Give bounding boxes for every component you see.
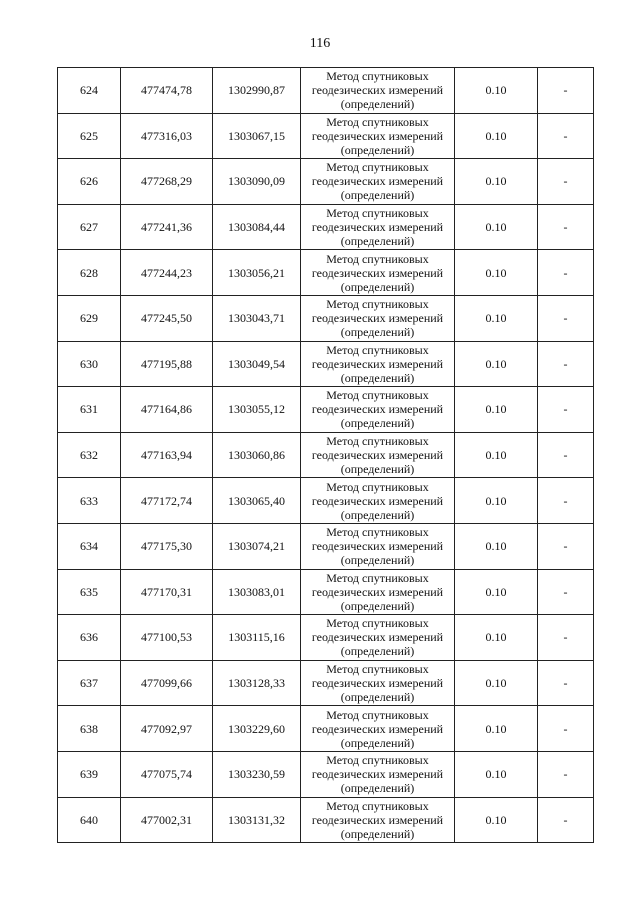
- coordinate-x-cell: 477100,53: [121, 615, 213, 661]
- note-cell: -: [538, 159, 594, 205]
- accuracy-cell: 0.10: [455, 432, 538, 478]
- method-cell: Метод спутниковых геодезических измерений (определений): [301, 204, 455, 250]
- method-cell: Метод спутниковых геодезических измерений (определений): [301, 751, 455, 797]
- note-cell: -: [538, 478, 594, 524]
- coordinate-y-cell: 1303090,09: [213, 159, 301, 205]
- method-cell: Метод спутниковых геодезических измерений (определений): [301, 797, 455, 843]
- coordinate-x-cell: 477268,29: [121, 159, 213, 205]
- point-number-cell: 626: [58, 159, 121, 205]
- method-cell: Метод спутниковых геодезических измерений (определений): [301, 68, 455, 114]
- coordinates-table: [57, 67, 594, 843]
- note-cell: -: [538, 797, 594, 843]
- accuracy-cell: 0.10: [455, 569, 538, 615]
- note-cell: -: [538, 387, 594, 433]
- table-row: [58, 204, 594, 250]
- coordinate-x-cell: 477170,31: [121, 569, 213, 615]
- method-cell: Метод спутниковых геодезических измерений (определений): [301, 432, 455, 478]
- point-number-cell: 629: [58, 295, 121, 341]
- method-cell: Метод спутниковых геодезических измерений (определений): [301, 341, 455, 387]
- coordinate-x-cell: 477244,23: [121, 250, 213, 296]
- table-row: [58, 250, 594, 296]
- coordinate-y-cell: 1303229,60: [213, 706, 301, 752]
- method-cell: Метод спутниковых геодезических измерений (определений): [301, 706, 455, 752]
- coordinate-x-cell: 477241,36: [121, 204, 213, 250]
- coordinate-x-cell: 477172,74: [121, 478, 213, 524]
- table-row: [58, 432, 594, 478]
- coordinate-x-cell: 477474,78: [121, 68, 213, 114]
- table-row: [58, 706, 594, 752]
- point-number-cell: 639: [58, 751, 121, 797]
- coordinate-x-cell: 477195,88: [121, 341, 213, 387]
- note-cell: -: [538, 204, 594, 250]
- method-cell: Метод спутниковых геодезических измерений (определений): [301, 523, 455, 569]
- coordinate-x-cell: 477099,66: [121, 660, 213, 706]
- table-row: [58, 569, 594, 615]
- coordinate-y-cell: 1303115,16: [213, 615, 301, 661]
- accuracy-cell: 0.10: [455, 660, 538, 706]
- coordinate-y-cell: 1303131,32: [213, 797, 301, 843]
- coordinate-x-cell: 477164,86: [121, 387, 213, 433]
- accuracy-cell: 0.10: [455, 751, 538, 797]
- method-cell: Метод спутниковых геодезических измерений (определений): [301, 295, 455, 341]
- coordinate-y-cell: 1303128,33: [213, 660, 301, 706]
- coordinate-y-cell: 1303065,40: [213, 478, 301, 524]
- coordinate-y-cell: 1303043,71: [213, 295, 301, 341]
- point-number-cell: 637: [58, 660, 121, 706]
- accuracy-cell: 0.10: [455, 204, 538, 250]
- coordinate-x-cell: 477002,31: [121, 797, 213, 843]
- coordinate-y-cell: 1303056,21: [213, 250, 301, 296]
- method-cell: Метод спутниковых геодезических измерений (определений): [301, 569, 455, 615]
- method-cell: Метод спутниковых геодезических измерений (определений): [301, 660, 455, 706]
- table-row: [58, 341, 594, 387]
- accuracy-cell: 0.10: [455, 706, 538, 752]
- note-cell: -: [538, 569, 594, 615]
- method-cell: Метод спутниковых геодезических измерений (определений): [301, 387, 455, 433]
- table-row: [58, 387, 594, 433]
- point-number-cell: 630: [58, 341, 121, 387]
- coordinate-x-cell: 477175,30: [121, 523, 213, 569]
- point-number-cell: 640: [58, 797, 121, 843]
- coordinate-x-cell: 477245,50: [121, 295, 213, 341]
- note-cell: -: [538, 250, 594, 296]
- point-number-cell: 633: [58, 478, 121, 524]
- point-number-cell: 625: [58, 113, 121, 159]
- note-cell: -: [538, 341, 594, 387]
- coordinate-x-cell: 477075,74: [121, 751, 213, 797]
- coordinate-y-cell: 1303055,12: [213, 387, 301, 433]
- method-cell: Метод спутниковых геодезических измерений (определений): [301, 478, 455, 524]
- point-number-cell: 635: [58, 569, 121, 615]
- coordinate-y-cell: 1303049,54: [213, 341, 301, 387]
- table-row: [58, 751, 594, 797]
- accuracy-cell: 0.10: [455, 523, 538, 569]
- table-row: [58, 113, 594, 159]
- table-row: [58, 295, 594, 341]
- table-row: [58, 523, 594, 569]
- method-cell: Метод спутниковых геодезических измерений (определений): [301, 159, 455, 205]
- point-number-cell: 636: [58, 615, 121, 661]
- point-number-cell: 634: [58, 523, 121, 569]
- coordinate-y-cell: 1303083,01: [213, 569, 301, 615]
- coordinate-y-cell: 1303074,21: [213, 523, 301, 569]
- note-cell: -: [538, 68, 594, 114]
- coordinates-table-body: [58, 68, 594, 843]
- point-number-cell: 624: [58, 68, 121, 114]
- accuracy-cell: 0.10: [455, 68, 538, 114]
- accuracy-cell: 0.10: [455, 341, 538, 387]
- table-row: [58, 797, 594, 843]
- note-cell: -: [538, 113, 594, 159]
- coordinate-y-cell: 1303067,15: [213, 113, 301, 159]
- accuracy-cell: 0.10: [455, 615, 538, 661]
- accuracy-cell: 0.10: [455, 387, 538, 433]
- coordinate-x-cell: 477163,94: [121, 432, 213, 478]
- page-number: 116: [309, 36, 331, 51]
- accuracy-cell: 0.10: [455, 295, 538, 341]
- coordinate-y-cell: 1302990,87: [213, 68, 301, 114]
- accuracy-cell: 0.10: [455, 113, 538, 159]
- method-cell: Метод спутниковых геодезических измерений (определений): [301, 250, 455, 296]
- note-cell: -: [538, 751, 594, 797]
- coordinate-y-cell: 1303230,59: [213, 751, 301, 797]
- method-cell: Метод спутниковых геодезических измерений (определений): [301, 615, 455, 661]
- method-cell: Метод спутниковых геодезических измерений (определений): [301, 113, 455, 159]
- point-number-cell: 631: [58, 387, 121, 433]
- table-row: [58, 660, 594, 706]
- note-cell: -: [538, 432, 594, 478]
- point-number-cell: 632: [58, 432, 121, 478]
- coordinate-y-cell: 1303084,44: [213, 204, 301, 250]
- coordinate-x-cell: 477316,03: [121, 113, 213, 159]
- point-number-cell: 627: [58, 204, 121, 250]
- accuracy-cell: 0.10: [455, 797, 538, 843]
- accuracy-cell: 0.10: [455, 159, 538, 205]
- note-cell: -: [538, 615, 594, 661]
- accuracy-cell: 0.10: [455, 478, 538, 524]
- coordinate-x-cell: 477092,97: [121, 706, 213, 752]
- table-row: [58, 615, 594, 661]
- table-row: [58, 478, 594, 524]
- note-cell: -: [538, 706, 594, 752]
- coordinate-y-cell: 1303060,86: [213, 432, 301, 478]
- table-row: [58, 68, 594, 114]
- table-row: [58, 159, 594, 205]
- note-cell: -: [538, 660, 594, 706]
- accuracy-cell: 0.10: [455, 250, 538, 296]
- note-cell: -: [538, 295, 594, 341]
- point-number-cell: 628: [58, 250, 121, 296]
- point-number-cell: 638: [58, 706, 121, 752]
- note-cell: -: [538, 523, 594, 569]
